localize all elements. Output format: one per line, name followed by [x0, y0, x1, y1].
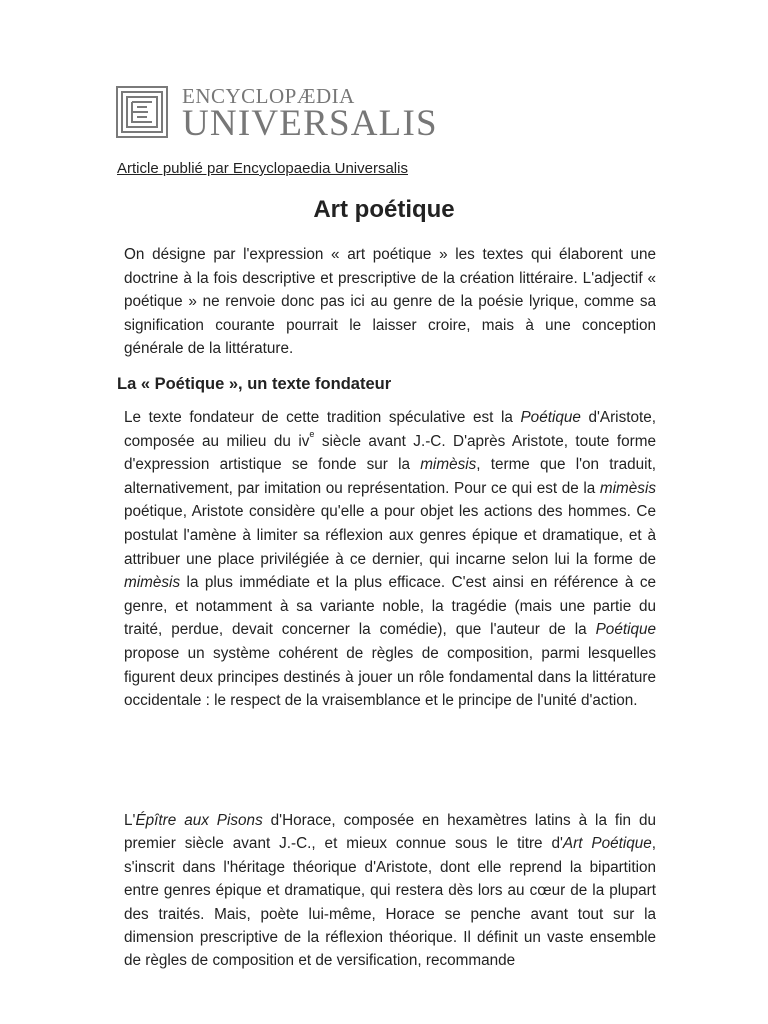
section-heading: La « Poétique », un texte fondateur	[117, 375, 392, 393]
logo-wordmark	[182, 84, 438, 144]
encyclopaedia-universalis-logo	[116, 84, 438, 144]
article-title: Art poétique	[313, 196, 455, 223]
logo-top-text: ENCYCLOPÆDIA	[182, 84, 355, 108]
universalis-emblem-icon	[116, 86, 168, 138]
section-paragraph-2: L'Épître aux Pisons d'Horace, composée en hexamètres latins à la fin du premier siècle avant J.-C., et mieux connue sous le titre d'Art Poétique, s'inscrit dans l'héritage théorique d'Aristote, dont elle reprend la bipartition entre genres épique et dramatique, qui restera dès lors au cœur de la plupart des traités. Mais, poète lui-même, Horace se penche avant tout sur la dimension prescriptive de la réflexion théorique. Il définit un vaste ensemble de règles de composition et de versification, recommande	[124, 812, 657, 970]
section-paragraph-1: Le texte fondateur de cette tradition spéculative est la Poétique d'Aristote, composée au milieu du $iv^e$ siècle avant J.-C. D'après Aristote, toute forme d'expression artistique se fonde sur la mimèsis, terme que l'on traduit, alternativement, par imitation ou représentation. Pour ce qui est de la mimèsis poétique, Aristote considère qu'elle a pour objet les actions des hommes. Ce postulat l'amène à limiter sa réflexion aux genres épique et dramatique, et à attribuer une place privilégiée à ce dernier, qui incarne selon lui la forme de mimèsis la plus immédiate et la plus efficace. C'est ainsi en référence à ce genre, et notamment à sa variante noble, la tragédie (mais une partie du traité, perdue, devait concerner la comédie), que l'auteur de la Poétique propose un système cohérent de règles de composition, parmi lesquelles figurent deux principes destinés à jouer un rôle fondamental dans la littérature occidentale : le respect de la vraisemblance et le principe de l'unité d'action.	[124, 409, 656, 710]
publisher-link[interactable]: Article publié par Encyclopaedia Universalis	[117, 160, 408, 177]
intro-paragraph: On désigne par l'expression « art poétique » les textes qui élaborent une doctrine à la fois descriptive et prescriptive de la création littéraire. L'adjectif « poétique » ne renvoie donc pas ici au genre de la poésie lyrique, comme sa signification courante pourrait le laisser croire, mais à une conception générale de la littérature.	[124, 246, 656, 358]
logo-bottom-text: UNIVERSALIS	[182, 103, 438, 144]
